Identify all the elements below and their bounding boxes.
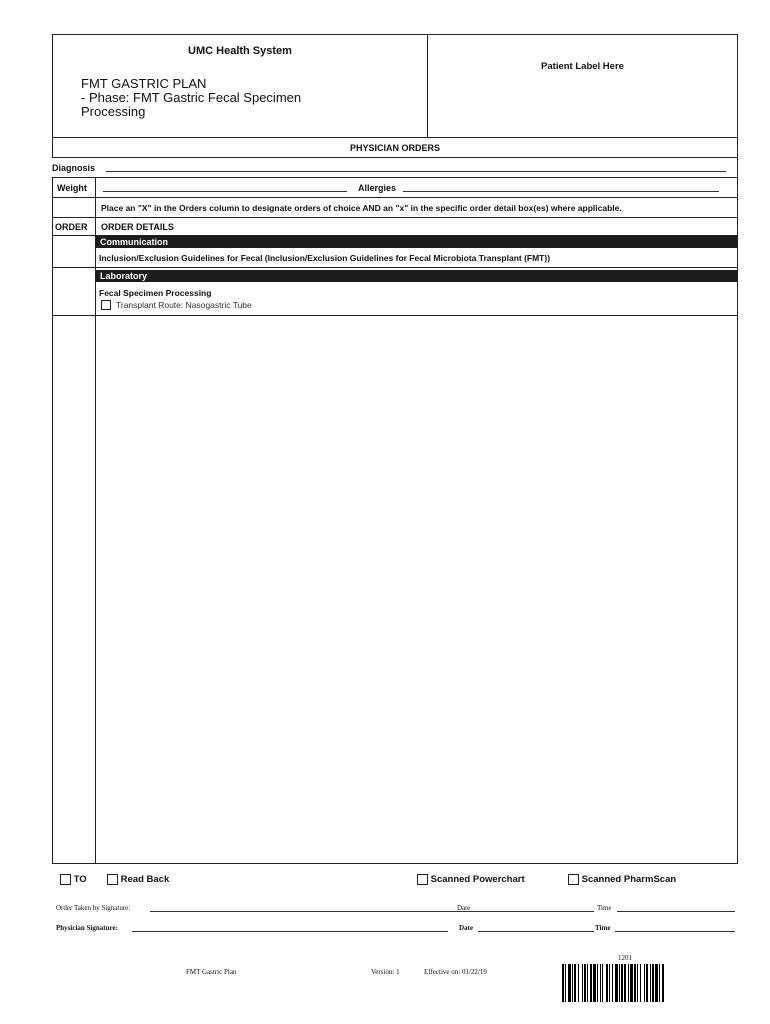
order-taken-date-label: Date [457,904,471,912]
scanned-pharmscan-checkbox[interactable] [568,874,579,885]
document-name: FMT Gastric Plan [186,968,237,976]
order-column-label: ORDER [55,222,88,232]
instruction-order-cell [53,198,96,217]
to-label: TO [73,874,87,886]
read-back-option[interactable] [107,874,169,885]
physician-signature-row [56,924,736,936]
to-option[interactable] [60,874,87,885]
allergies-label: Allergies [358,183,397,193]
order-taken-time-field[interactable] [617,904,735,912]
weight-field[interactable] [103,183,347,192]
order-taken-signature-field[interactable] [150,904,508,912]
barcode-number: 1201 [618,954,632,962]
phase-line-1: - Phase: FMT Gastric Fecal Specimen [81,90,302,105]
details-column-label: ORDER DETAILS [101,222,174,232]
patient-label-box [427,34,738,138]
org-name: UMC Health System [188,45,292,57]
communication-item: Inclusion/Exclusion Guidelines for Fecal (Inclusion/Exclusion Guidelines for Fecal Microbiota Transplant (FMT)) [99,253,551,263]
physician-signature-field[interactable] [132,924,448,932]
order-taken-row [56,904,736,916]
physician-date-field[interactable] [478,924,594,932]
patient-label-text: Patient Label Here [541,61,624,72]
communication-section [52,236,738,268]
transplant-route-checkbox[interactable] [101,300,111,310]
scanned-powerchart-checkbox[interactable] [417,874,428,885]
diagnosis-field[interactable] [106,163,726,172]
laboratory-item: Fecal Specimen Processing [99,288,212,298]
weight-allergies-row [52,178,738,198]
scanned-pharmscan-label: Scanned PharmScan [581,874,677,886]
to-checkbox[interactable] [60,874,71,885]
instruction-row [52,198,738,218]
physician-date-label: Date [459,924,473,932]
version-text: Version: 1 [371,968,400,976]
scanned-powerchart-option[interactable] [417,874,525,885]
order-taken-date-field[interactable] [476,904,594,912]
blank-order-column [53,316,96,863]
diagnosis-label: Diagnosis [52,163,96,173]
orders-title: PHYSICIAN ORDERS [349,143,440,153]
order-taken-label: Order Taken by Signature: [56,904,131,912]
orders-title-row [52,138,738,158]
scanned-powerchart-label: Scanned Powerchart [430,874,525,886]
phase-line-2: Processing [81,104,146,119]
laboratory-header: Laboratory [95,270,737,282]
blank-orders-area [52,316,738,864]
effective-date: Effective on: 01/22/19 [424,968,487,976]
read-back-checkbox[interactable] [107,874,118,885]
weight-cell [53,178,96,197]
laboratory-section [52,268,738,316]
transplant-route-label: Transplant Route: Nasogastric Tube [116,300,252,310]
instruction-text: Place an "X" in the Orders column to designate orders of choice AND an "x" in the specific order detail box(es) where applicable. [101,203,622,213]
weight-label: Weight [57,183,87,193]
communication-header: Communication [95,236,737,248]
plan-title-block [81,77,401,119]
plan-title: FMT GASTRIC PLAN [81,76,207,91]
barcode-icon [562,964,696,1002]
laboratory-order-cell[interactable] [53,268,96,315]
column-header-row [52,218,738,236]
communication-order-cell[interactable] [53,236,96,267]
diagnosis-row [52,158,738,178]
physician-time-field[interactable] [615,924,735,932]
header-left-box [52,34,428,138]
physician-signature-label: Physician Signature: [56,924,118,932]
scanned-pharmscan-option[interactable] [568,874,676,885]
read-back-label: Read Back [120,874,170,886]
physician-time-label: Time [595,924,611,932]
order-column-header [53,218,96,235]
allergies-field[interactable] [403,183,719,192]
order-taken-time-label: Time [597,904,612,912]
